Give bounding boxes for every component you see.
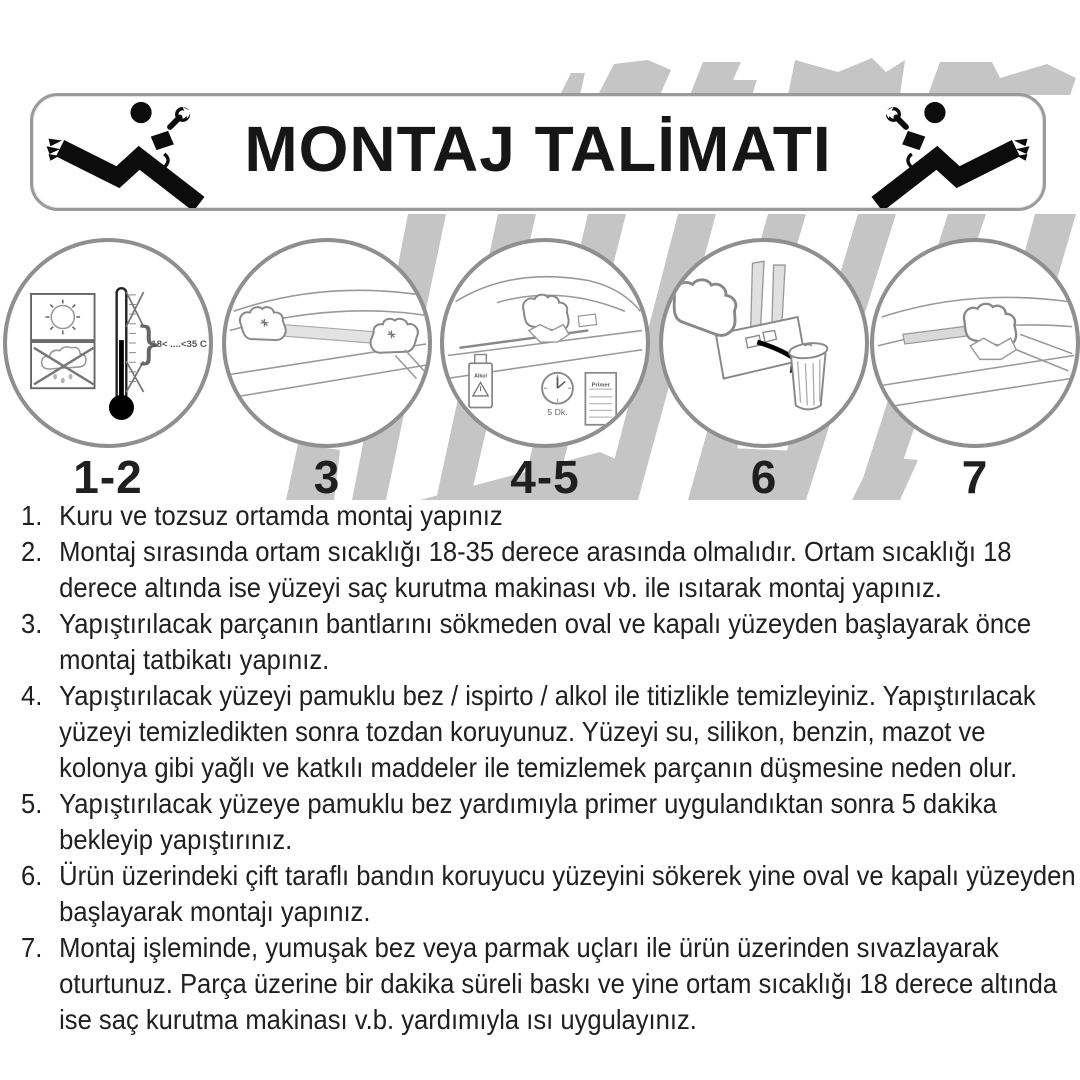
left-hand-icon	[240, 307, 286, 340]
mechanic-figure-icon	[833, 100, 1033, 208]
header-banner	[30, 93, 1046, 211]
instruction-number: 1.	[21, 500, 43, 531]
instruction-number: 2.	[21, 536, 43, 567]
instruction-item-5	[21, 786, 1077, 858]
instruction-text: Yapıştırılacak yüzeye pamuklu bez yardımıyla primer uygulandıktan sonra 5 dakika bekleyip yapıştırınız.	[59, 788, 997, 855]
page-title: MONTAJ TALİMATI	[244, 113, 832, 186]
instruction-text: Ürün üzerindeki çift taraflı bandın koruyucu yüzeyini sökerek yine oval ve kapalı yüzeyden başlayarak montajı yapınız.	[59, 860, 1076, 927]
instruction-number: 4.	[21, 680, 43, 711]
temp-range-label: 18< ....<35 C	[151, 338, 207, 350]
right-hand-icon	[371, 319, 418, 353]
step-label-7: 7	[961, 451, 989, 503]
instruction-number: 6.	[21, 860, 43, 891]
instruction-text: Kuru ve tozsuz ortamda montaj yapınız	[59, 500, 503, 531]
step-label-3: 3	[313, 451, 341, 503]
step-label-1-2: 1-2	[73, 451, 143, 503]
step-icon-test-fit	[222, 238, 432, 448]
step-icon-press-smooth	[870, 238, 1080, 448]
thermometer-icon	[109, 288, 207, 420]
instruction-item-3	[21, 606, 1077, 678]
primer-sheet-icon	[585, 373, 616, 425]
instruction-text: Montaj sırasında ortam sıcaklığı 18-35 derece arasında olmalıdır. Ortam sıcaklığı 18 derece altında ise yüzeyi saç kurutma makinası vb. ile ısıtarak montaj yapınız.	[59, 536, 1012, 603]
instruction-item-1	[21, 498, 1077, 534]
instruction-number: 7.	[21, 932, 43, 963]
primer-label: Primer	[591, 382, 610, 389]
instruction-item-7	[21, 930, 1077, 1038]
clock-icon	[542, 373, 573, 417]
step-label-4-5: 4-5	[510, 451, 580, 503]
peeling-hand-icon	[666, 272, 745, 339]
alcohol-bottle-icon	[469, 355, 492, 408]
step-icon-peel-backing	[659, 238, 869, 448]
instruction-item-6	[21, 858, 1077, 930]
instruction-text: Yapıştırılacak parçanın bantlarını sökmeden oval ve kapalı yüzeyden başlayarak önce montaj tatbikatı yapınız.	[59, 608, 1032, 675]
instruction-item-4	[21, 678, 1077, 786]
instruction-item-2	[21, 534, 1077, 606]
instruction-number: 5.	[21, 788, 43, 819]
instruction-list	[21, 498, 1077, 1038]
svg-text:}: }	[134, 318, 164, 370]
trash-can-icon	[788, 341, 828, 409]
instruction-text: Yapıştırılacak yüzeyi pamuklu bez / ispirto / alkol ile titizlikle temizleyiniz. Yapıştırılacak yüzeyi temizledikten sonra tozdan koruyunuz. Yüzeyi su, silikon, benzin, mazot ve kolonya gibi yağlı ve katkılı maddeler ile temizlemek parçanın düşmesine neden olur.	[59, 680, 1036, 783]
step-icon-temperature	[3, 238, 213, 448]
step-label-6: 6	[750, 451, 778, 503]
instruction-number: 3.	[21, 608, 43, 639]
instruction-text: Montaj işleminde, yumuşak bez veya parmak uçları ile ürün üzerinden sıvazlayarak oturtunuz. Parça üzerine bir dakika süreli baskı ve yine ortam sıcaklığı 18 derece altında ise saç kurutma makinası v.b. yardımıyla ısı uygulayınız.	[59, 932, 1058, 1035]
step-icon-clean-primer	[440, 238, 650, 448]
wait-time-label: 5 Dk.	[547, 407, 568, 418]
alcohol-label: Alkol	[474, 373, 488, 380]
